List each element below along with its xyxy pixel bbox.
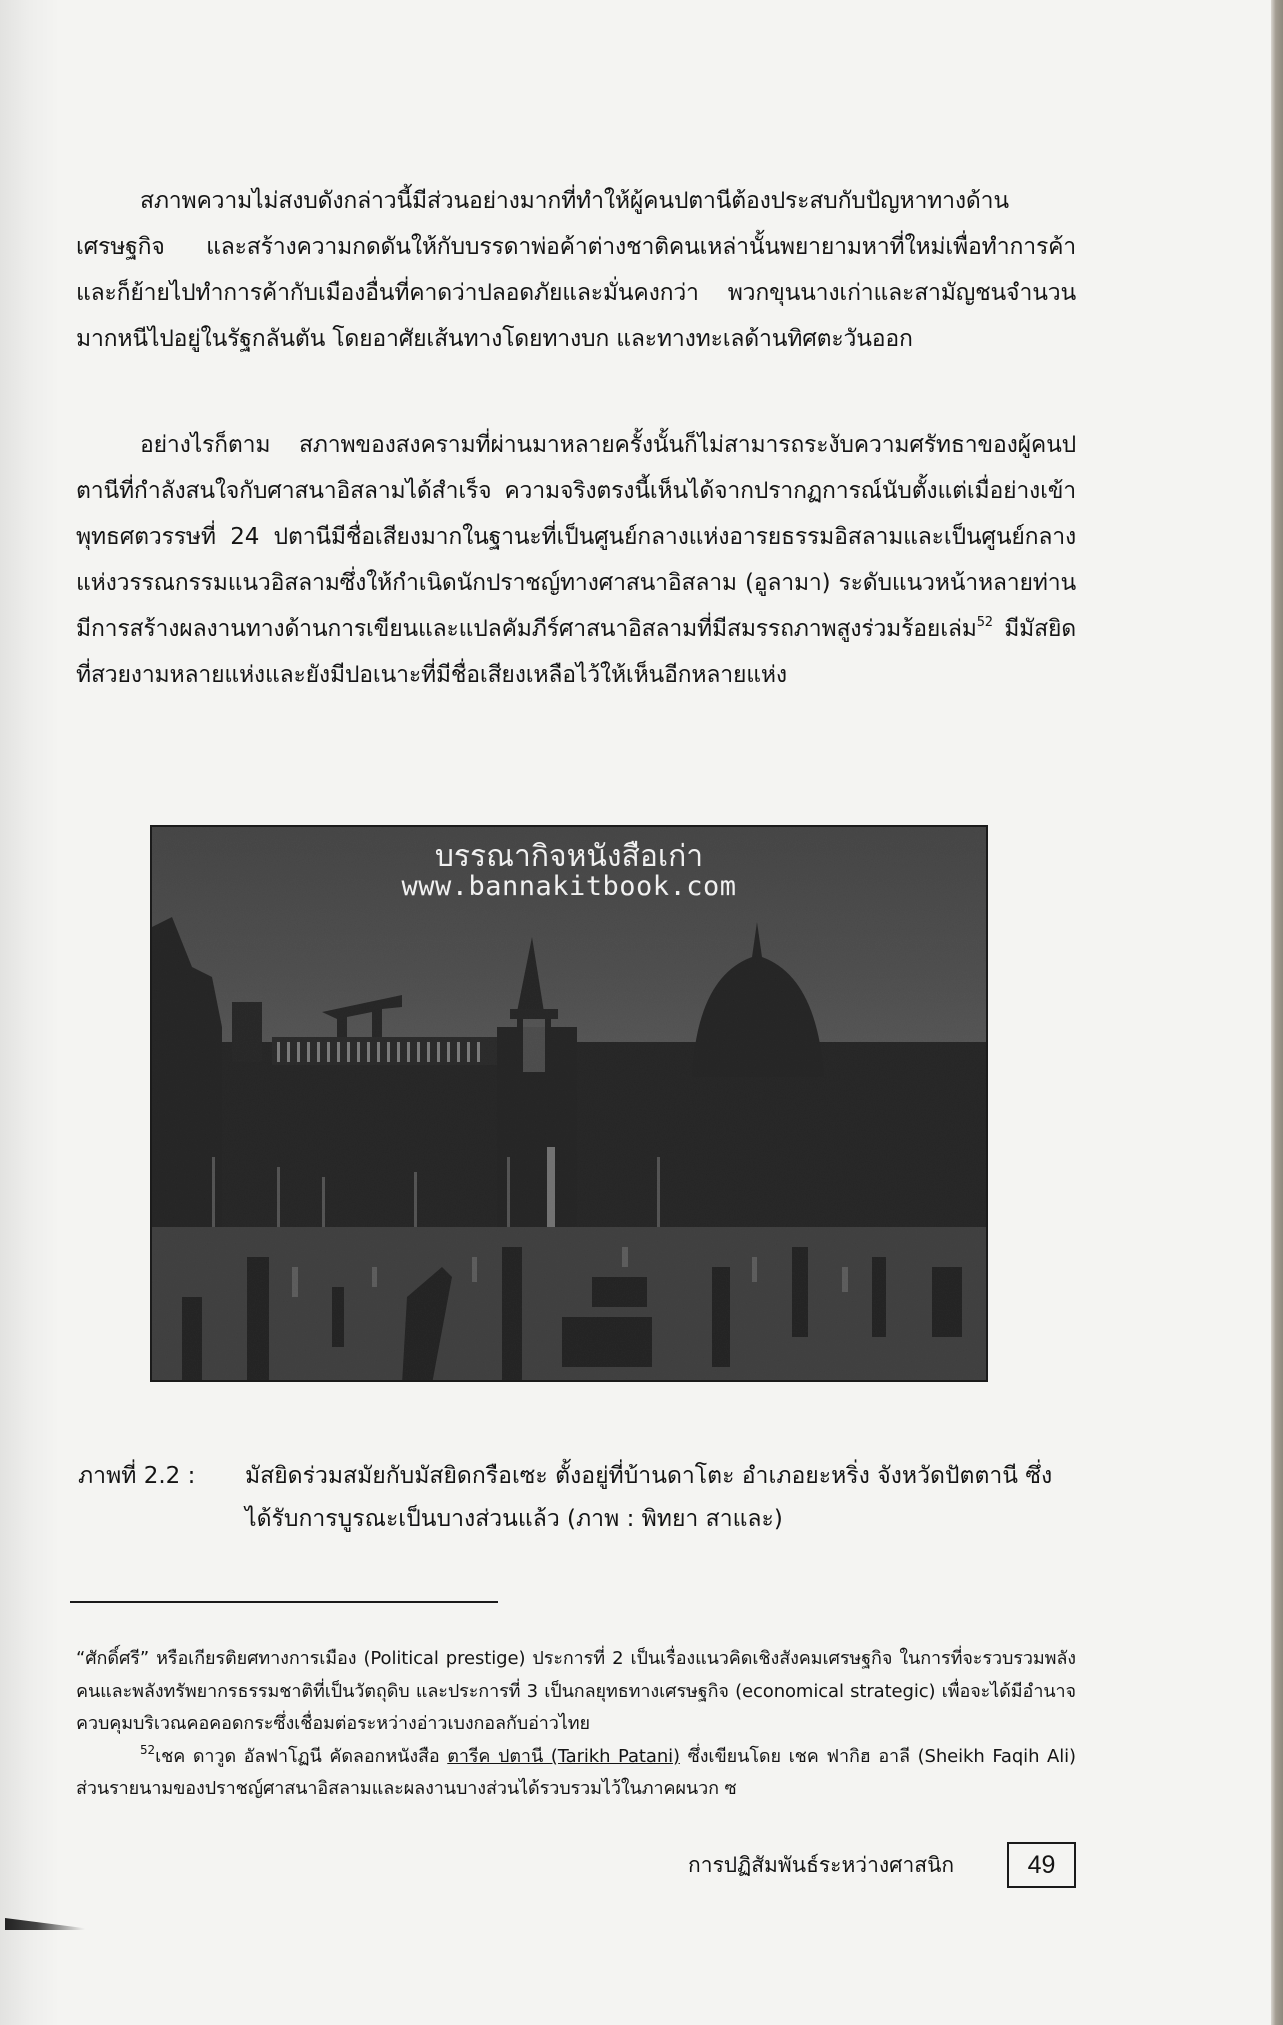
footnotes bbox=[76, 1643, 1076, 1806]
footnote-text: เชค ดาวูด อัลฟาโฏนี คัดลอกหนังสือ bbox=[155, 1745, 448, 1767]
paragraph-text: สภาพความไม่สงบดังกล่าวนี้มีส่วนอย่างมากที่ทำให้ผู้คนปตานีต้องประสบกับปัญหาทางด้านเศรษฐกิจ และสร้างความกดดันให้กับบรรดาพ่อค้าต่างชาติคนเหล่านั้นพยายามหาที่ใหม่เพื่อทำการค้า และก็ย้ายไปทำการค้ากับเมืองอื่นที่คาดว่าปลอดภัยและมั่นคงกว่า พวกขุนนางเก่าและสามัญชนจำนวนมากหนีไปอยู่ในรัฐกลันตัน โดยอาศัยเส้นทางโดยทางบก และทางทะเลด้านทิศตะวันออก bbox=[76, 188, 1076, 352]
paragraph-text bbox=[76, 422, 1076, 698]
page-number: 49 bbox=[1007, 1842, 1076, 1888]
page-edge bbox=[1271, 0, 1283, 2025]
caption-text: มัสยิดร่วมสมัยกับมัสยิดกรือเซะ ตั้งอยู่ที่บ้านดาโตะ อำเภอยะหริ่ง จังหวัดปัตตานี ซึ่งได้รับการบูรณะเป็นบางส่วนแล้ว (ภาพ : พิทยา สาและ) bbox=[245, 1463, 1053, 1532]
footnote-divider bbox=[70, 1601, 498, 1603]
footnote-number: 52 bbox=[140, 1742, 156, 1757]
mosque-photo-illustration bbox=[152, 827, 988, 1382]
body-paragraph-2 bbox=[76, 422, 1076, 698]
page-gutter-shadow bbox=[0, 0, 60, 2025]
footnote-reference-52[interactable]: 52 bbox=[976, 615, 993, 630]
watermark-thai: บรรณากิจหนังสือเก่า bbox=[434, 839, 704, 874]
watermark-url: www.bannakitbook.com bbox=[401, 871, 737, 902]
footnote-text: ซึ่งเขียนโดย เชค ฟากิฮ อาลี (Sheikh Faqih Ali) ส่วนรายนามของปราชญ์ศาสนาอิสลามและผลงานบางส่วนได้รวบรวมไว้ในภาคผนวก ซ bbox=[76, 1745, 1076, 1799]
footnote-book-title: ตารีค ปตานี (Tarikh Patani) bbox=[447, 1745, 680, 1767]
paragraph-text-after-ref: มีมัสยิดที่สวยงามหลายแห่งและยังมีปอเนาะที่มีชื่อเสียงเหลือไว้ให้เห็นอีกหลายแห่ง bbox=[76, 616, 1076, 688]
figure-photo-mosque bbox=[150, 825, 988, 1382]
footnote-52 bbox=[76, 1741, 1076, 1806]
paragraph-text-before-ref: อย่างไรก็ตาม สภาพของสงครามที่ผ่านมาหลายครั้งนั้นก็ไม่สามารถระงับความศรัทธาของผู้คนปตานีที่กำลังสนใจกับศาสนาอิสลามได้สำเร็จ ความจริงตรงนี้เห็นได้จากปรากฏการณ์นับตั้งแต่เมื่อย่างเข้าพุทธศตวรรษที่ 24 ปตานีมีชื่อเสียงมากในฐานะที่เป็นศูนย์กลางแห่งอารยธรรมอิสลามและเป็นศูนย์กลางแห่งวรรณกรรมแนวอิสลามซึ่งให้กำเนิดนักปราชญ์ทางศาสนาอิสลาม (อูลามา) ระดับแนวหน้าหลายท่าน มีการสร้างผลงานทางด้านการเขียนและแปลคัมภีร์ศาสนาอิสลามที่มีสมรรถภาพสูงร่วมร้อยเล่ม bbox=[76, 432, 1076, 642]
running-footer-title: การปฏิสัมพันธ์ระหว่างศาสนิก bbox=[688, 1853, 955, 1877]
caption-label: ภาพที่ 2.2 : bbox=[78, 1463, 196, 1489]
footnote-continued: “ศักดิ์ศรี” หรือเกียรติยศทางการเมือง (Political prestige) ประการที่ 2 เป็นเรื่องแนวคิดเชิงสังคมเศรษฐกิจ ในการที่จะรวบรวมพลังคนและพลังทรัพยากรธรรมชาติที่เป็นวัตถุดิบ และประการที่ 3 เป็นกลยุทธทางเศรษฐกิจ (economical strategic) เพื่อจะได้มีอำนาจควบคุมบริเวณคอคอดกระซึ่งเชื่อมต่อระหว่างอ่าวเบงกอลกับอ่าวไทย bbox=[76, 1648, 1076, 1734]
body-paragraph-1 bbox=[76, 178, 1076, 362]
